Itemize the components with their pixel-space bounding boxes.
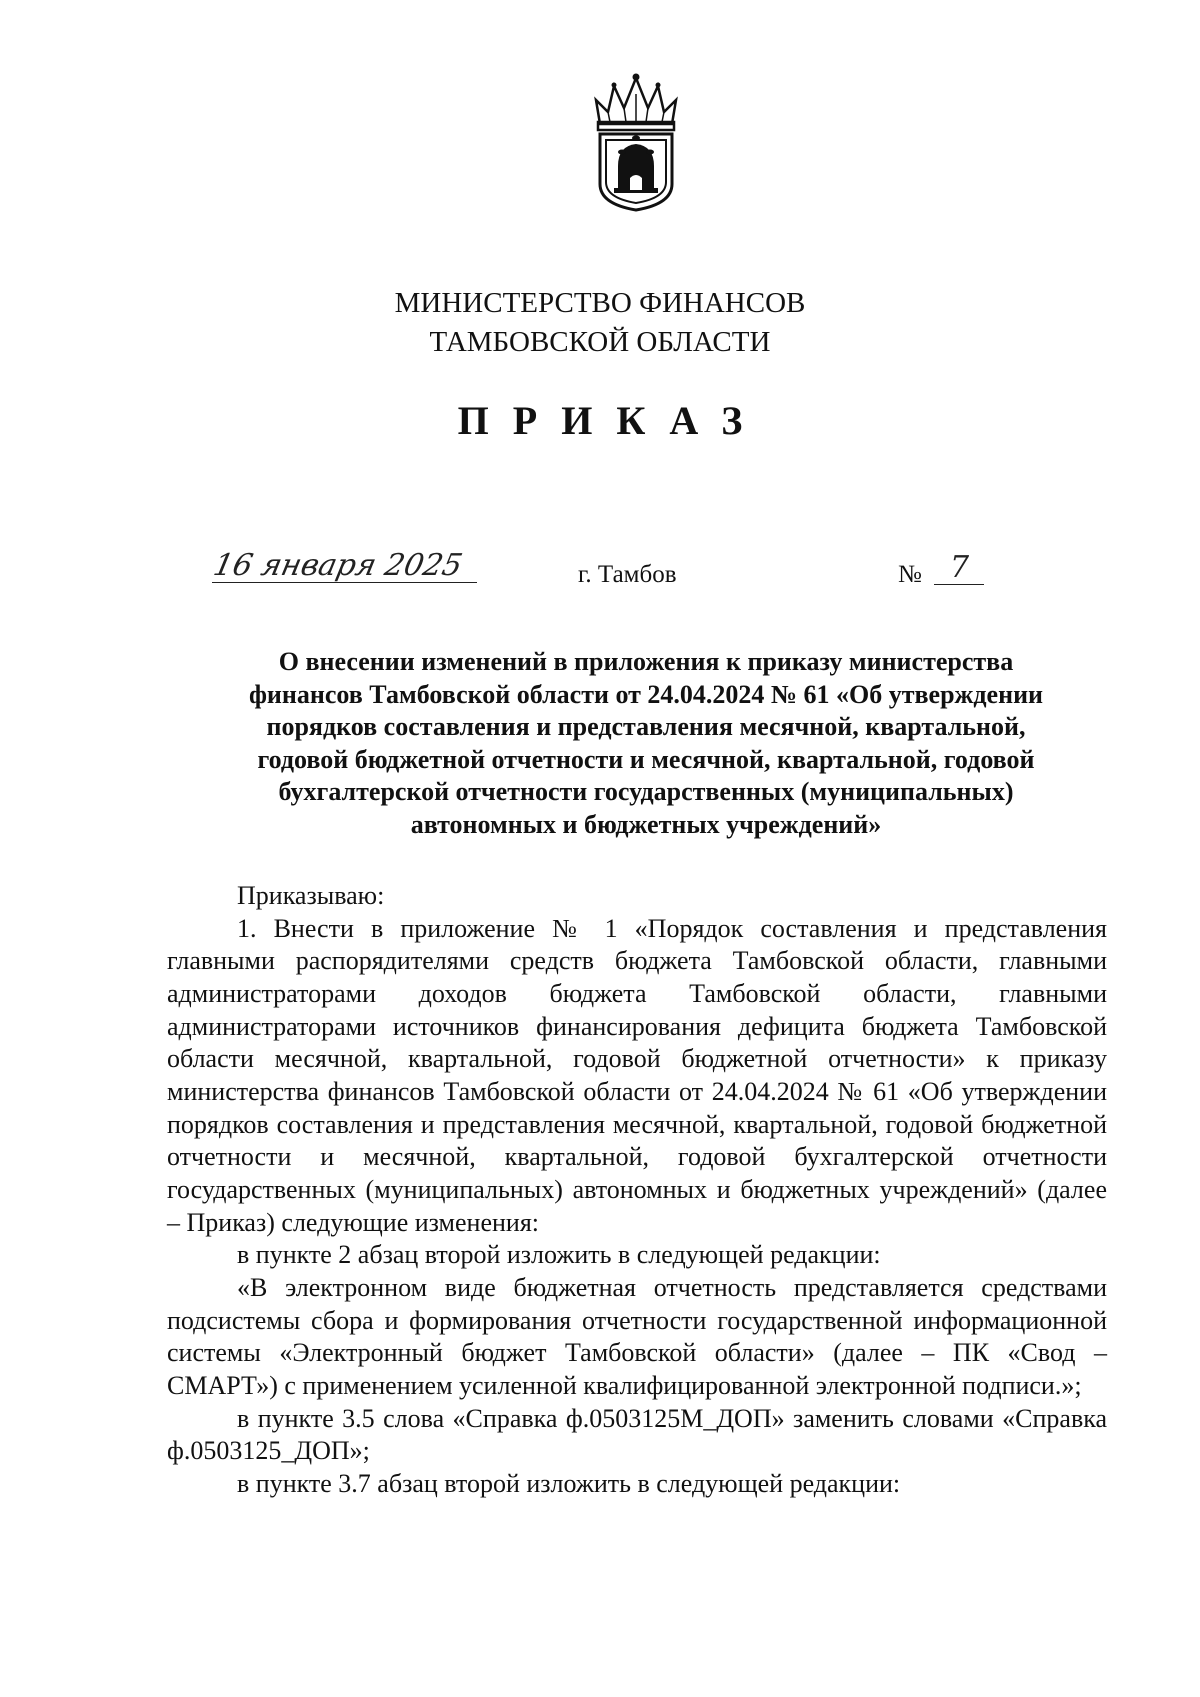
subject-line: О внесении изменений в приложения к приказу министерства xyxy=(278,647,1014,676)
paragraph-2: в пункте 2 абзац второй изложить в следующей редакции: xyxy=(237,1240,881,1270)
subject-line: бухгалтерской отчетности государственных (муниципальных) xyxy=(278,777,1014,807)
document-type-title: ПРИКАЗ xyxy=(457,398,767,443)
number-label: № xyxy=(898,561,922,588)
handwritten-date: 16 января 2025 xyxy=(210,548,466,583)
paragraph-1: 1. Внести в приложение № 1 «Порядок составления и представления главными распорядителями средств бюджета Тамбовской области, главными администраторами доходов бюджета Тамбовской области, главными администраторами источников финансирования дефицита бюджета Тамбовской области месячной, квартальной, годовой бюджетной отчетности» к приказу министерства финансов Тамбовской области от 24.04.2024 № 61 «Об утверждении порядков составления и представления месячной, квартальной, годовой бюджетной отчетности и месячной, квартальной, годовой бухгалтерской отчетности государственных (муниципальных) автономных и бюджетных учреждений» (далее – Приказ) следующие изменения: xyxy=(167,913,1107,1237)
paragraph-4: в пункте 3.5 слова «Справка ф.0503125М_ДОП» заменить словами «Справка ф.0503125_ДОП»; xyxy=(167,1403,1107,1466)
paragraph-5: в пункте 3.7 абзац второй изложить в следующей редакции: xyxy=(237,1468,901,1498)
order-subject xyxy=(196,646,1096,842)
order-preamble: Приказываю: xyxy=(237,881,385,910)
number-underline xyxy=(934,584,984,585)
order-body xyxy=(167,880,1107,1500)
ministry-name-line1: МИНИСТЕРСТВО ФИНАНСОВ xyxy=(394,287,806,319)
ministry-name-line2: ТАМБОВСКОЙ ОБЛАСТИ xyxy=(429,326,771,358)
subject-line: годовой бюджетной отчетности и месячной, квартальной, годовой xyxy=(257,744,1035,774)
subject-line: порядков составления и представления месячной, квартальной, xyxy=(266,712,1026,742)
subject-line: автономных и бюджетных учреждений» xyxy=(410,809,882,839)
date-underline xyxy=(212,582,477,583)
coat-of-arms-icon xyxy=(590,72,682,214)
city-label: г. Тамбов xyxy=(578,561,677,588)
handwritten-number: 7 xyxy=(950,550,970,585)
subject-line: финансов Тамбовской области от 24.04.2024 № 61 «Об утверждении xyxy=(248,679,1044,709)
paragraph-3: «В электронном виде бюджетная отчетность представляется средствами подсистемы сбора и формирования отчетности государственной информационной системы «Электронный бюджет Тамбовской области» (далее – ПК «Свод – СМАРТ») с применением усиленной квалифицированной электронной подписи.»; xyxy=(167,1272,1107,1400)
